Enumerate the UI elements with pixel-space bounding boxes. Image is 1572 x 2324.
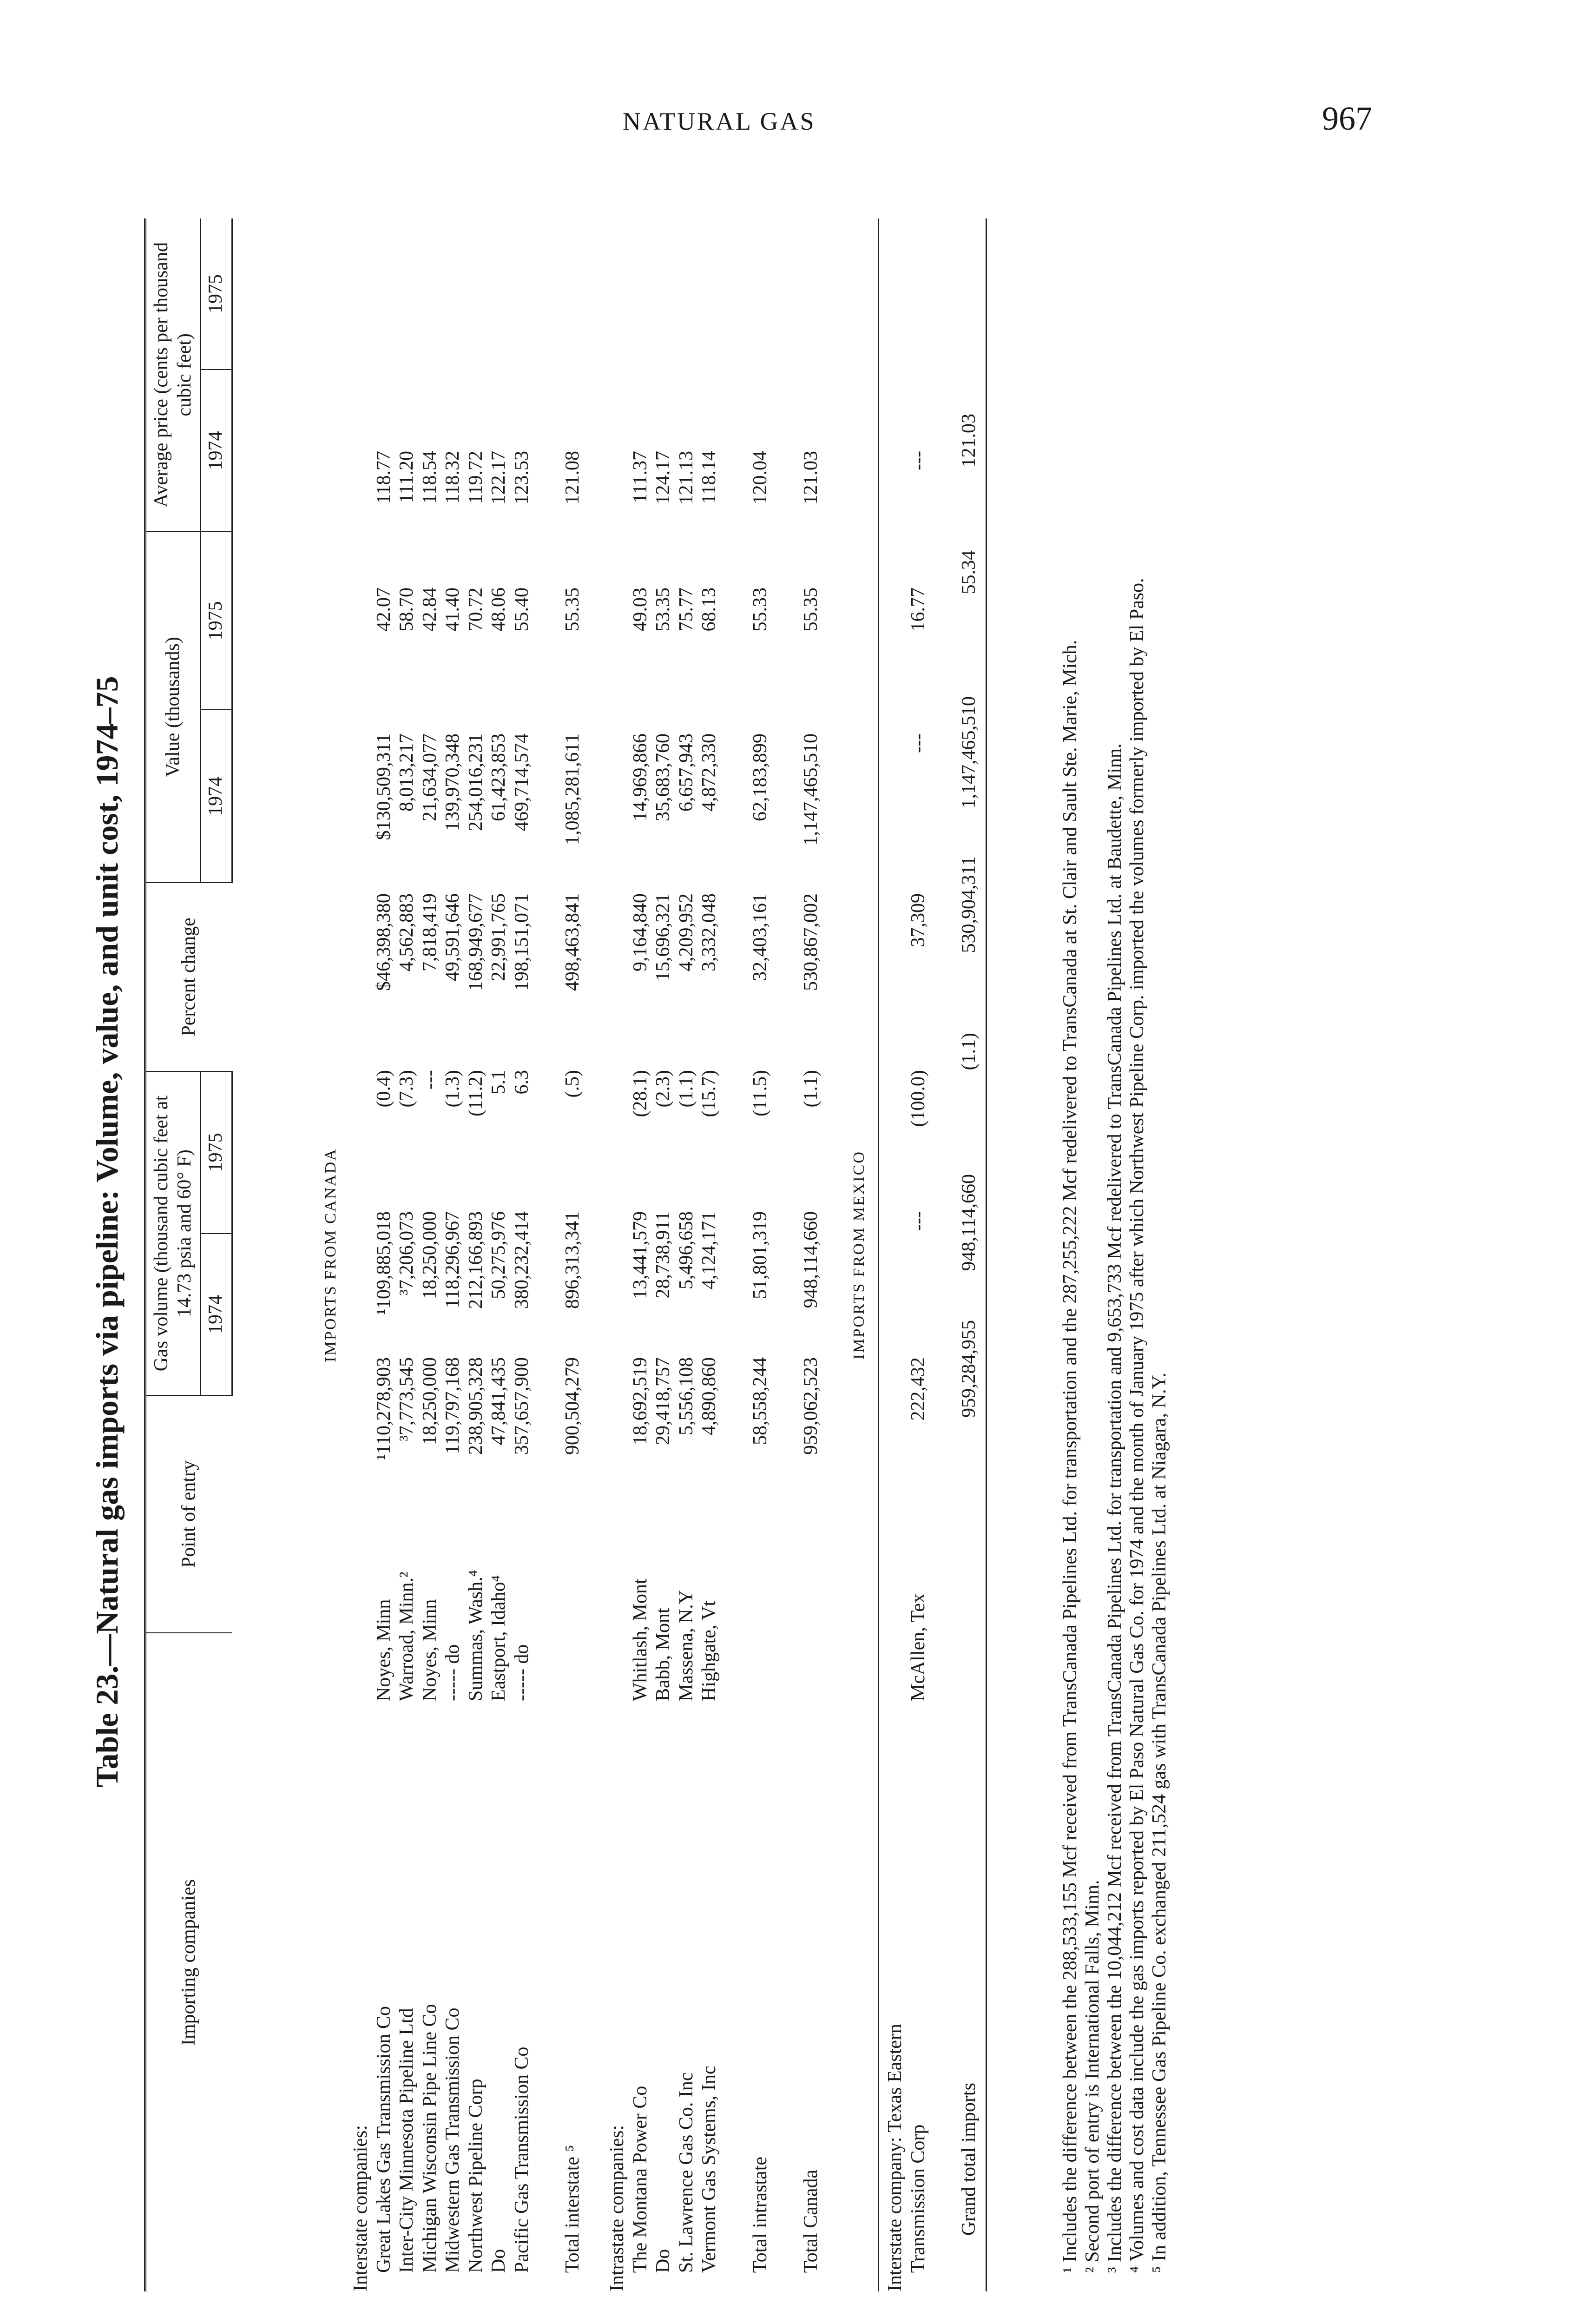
cell-entry: Noyes, Minn [419,1599,441,1701]
cell-entry: ----- do [511,1644,533,1701]
cell-p75: 122.17 [488,451,510,505]
cell-val75: 1,085,281,611 [562,733,584,845]
cell-p75: 123.53 [511,451,533,505]
cell-company: Do [488,2249,510,2273]
cell-p75: 118.77 [373,451,395,504]
cell-entry: ----- do [442,1644,464,1701]
cell-p75: 118.32 [442,451,464,504]
cell-val75: 8,013,217 [396,733,418,812]
cell-val75: 35,683,760 [652,733,674,821]
cell-v75: 948,114,660 [800,1211,822,1308]
table-row [698,218,721,2291]
cell-company: Inter-City Minnesota Pipeline Ltd [396,2008,418,2273]
cell-val75: 14,969,866 [629,733,651,821]
cell-v75: 4,124,171 [698,1211,720,1289]
cell-pct: (1.1) [800,1070,822,1108]
header-percent-change: Percent change [145,883,232,1072]
header-price-1974: 1974 [200,370,232,531]
cell-company: Great Lakes Gas Transmission Co [373,2006,395,2273]
cell-entry: Eastport, Idaho⁴ [488,1575,510,1701]
cell-val75: 6,657,943 [675,733,697,812]
cell-v74: 5,556,108 [675,1357,697,1435]
header-importing-companies: Importing companies [145,1633,232,2291]
cell-val74: 498,463,841 [562,893,584,991]
mexico-row [907,218,930,2291]
cell-entry: Massena, N.Y [675,1590,697,1701]
table-row [419,218,442,2291]
cell-v74: 959,062,523 [800,1357,822,1455]
cell-v74: 357,657,900 [511,1357,533,1455]
cell-val75: 469,714,574 [511,733,533,831]
cell-val74: 7,818,419 [419,893,441,971]
cell-p74: 55.35 [800,588,822,632]
cell-val74: 3,332,048 [698,893,720,971]
cell-pct: (2.3) [652,1070,674,1108]
grand-total-row [958,218,981,2291]
table-row [629,218,652,2291]
cell-p74: 55.35 [562,588,584,632]
intrastate-rows [629,218,721,2291]
header-price-1975: 1975 [200,218,232,370]
group-label-interstate [349,218,373,2291]
divider [878,218,879,2291]
cell-v74: 47,841,435 [488,1357,510,1445]
cell-p75: 120.04 [749,451,771,505]
cell-v74: 4,890,860 [698,1357,720,1435]
cell-pct: 5.1 [488,1070,510,1095]
cell-company: Pacific Gas Transmission Co [511,2047,533,2273]
header-gas-volume: Gas volume (thousand cubic feet at 14.73 psia and 60° F) [145,1071,201,1395]
cell-entry: Summas, Wash.⁴ [465,1570,487,1701]
cell-val74: 4,209,952 [675,893,697,971]
cell-p74: 42.84 [419,588,441,632]
header-point-of-entry: Point of entry [145,1395,232,1633]
cell-entry: Whitlash, Mont [629,1578,651,1701]
cell-v75: 50,275,976 [488,1211,510,1299]
header-average-price: Average price (cents per thousand cubic feet) [145,218,201,532]
cell-v75: 948,114,660 [958,1174,980,1271]
cell-p75: 118.14 [698,451,720,504]
cell-p74: 41.40 [442,588,464,632]
cell-v74: ³7,773,545 [396,1357,418,1441]
header-volume-1974: 1974 [200,1234,232,1395]
cell-company: St. Lawrence Gas Co. Inc [675,2072,697,2273]
cell-v75: --- [907,1211,929,1231]
header-value: Value (thousands) [145,532,201,883]
total-intrastate-row [749,218,772,2291]
table-row [395,218,419,2291]
table-body [316,218,992,2291]
cell-p74: 68.13 [698,588,720,632]
cell-entry: Noyes, Minn [373,1599,395,1701]
cell-company: Do [652,2249,674,2273]
cell-val75: 1,147,465,510 [800,733,822,846]
cell-p75: 119.72 [465,451,487,504]
cell-pct: (15.7) [698,1070,720,1117]
page-number: 967 [1322,100,1372,137]
cell-v74: 238,905,328 [465,1357,487,1455]
cell-v75: 5,496,658 [675,1211,697,1289]
total-canada-row [800,218,823,2291]
cell-v75: 18,250,000 [419,1211,441,1299]
footnote-1: ¹ Includes the difference between the 288,533,155 Mcf received from TransCanada Pipelines Ltd. for transportation and the 287,255,222 Mcf redelivered to TransCanada at St. Clair and Sault Ste. Marie, Mich. [1059,640,1081,2273]
cell-p74: 55.40 [511,588,533,632]
cell-p75: 121.03 [958,414,980,468]
running-head: NATURAL GAS [623,107,816,135]
cell-p74: 70.72 [465,588,487,632]
cell-val74: 4,562,883 [396,893,418,971]
cell-val74: 22,991,765 [488,893,510,981]
cell-val75: 21,634,077 [419,733,441,821]
cell-v74: 18,692,519 [629,1357,651,1445]
total-canada-label: Total Canada [800,2169,822,2273]
table-row [487,218,511,2291]
cell-v74: 18,250,000 [419,1357,441,1445]
total-intrastate-label: Total intrastate [749,2156,771,2273]
cell-val75: 4,872,330 [698,733,720,812]
cell-pct: (1.1) [675,1070,697,1108]
cell-val75: 254,016,231 [465,733,487,831]
header-value-1974: 1974 [200,710,232,883]
cell-company: Midwestern Gas Transmission Co [442,2007,464,2273]
cell-val74: 530,867,002 [800,893,822,991]
mexico-row-line1 [884,218,907,2291]
footnotes [1059,218,1171,2291]
cell-v74: 58,558,244 [749,1357,771,1445]
cell-val74: 198,151,071 [511,893,533,991]
cell-p74: 16.77 [907,588,929,632]
cell-val74: 49,591,646 [442,893,464,981]
cell-pct: (11.2) [465,1070,487,1116]
cell-p74: 42.07 [373,588,395,632]
cell-v74: 222,432 [907,1357,929,1421]
total-interstate-row [561,218,585,2291]
cell-p75: 111.37 [629,451,651,503]
cell-val75: $130,509,311 [373,733,395,840]
cell-entry: Highgate, Vt [698,1600,720,1701]
cell-val74: 168,949,677 [465,893,487,991]
table-row [652,218,675,2291]
cell-p74: 49.03 [629,588,651,632]
mexico-company-line1: Interstate company: Texas Eastern [884,2024,906,2291]
table-row [465,218,488,2291]
cell-p75: --- [907,451,929,470]
cell-v75: ³7,206,073 [396,1211,418,1295]
cell-pct: (100.0) [907,1070,929,1127]
cell-p74: 48.06 [488,588,510,632]
cell-val75: 62,183,899 [749,733,771,821]
cell-v75: 118,296,967 [442,1211,464,1308]
cell-pct: (1.1) [958,1033,980,1070]
total-interstate-label: Total interstate ⁵ [562,2145,584,2273]
mexico-company-line2: Transmission Corp [907,2124,929,2273]
cell-val74: 530,904,311 [958,856,980,953]
table-header [144,218,233,2291]
footnote-4: ⁴ Volumes and cost data include the gas imports reported by El Paso Natural Gas Co. for 1974 and the month of January 1975 after which Northwest Pipeline Corp. imported the volumes formerly imported by El Paso. [1126,578,1148,2273]
cell-p74: 58.70 [396,588,418,632]
cell-p75: 124.17 [652,451,674,505]
cell-v74: 29,418,757 [652,1357,674,1445]
header-volume-1975: 1975 [200,1071,232,1233]
rotated-table-block [88,172,1217,2291]
cell-p74: 75.77 [675,588,697,632]
grand-total-label: Grand total imports [958,2083,980,2236]
cell-p75: 121.03 [800,451,822,505]
cell-pct: (1.3) [442,1070,464,1108]
cell-p75: 121.13 [675,451,697,505]
cell-entry: Warroad, Minn.² [396,1571,418,1701]
cell-v75: 51,801,319 [749,1211,771,1299]
cell-v74: 900,504,279 [562,1357,584,1455]
cell-val75: --- [907,733,929,753]
cell-v75: 896,313,341 [562,1211,584,1309]
cell-pct: (11.5) [749,1070,771,1116]
cell-p75: 121.08 [562,451,584,505]
section-canada: IMPORTS FROM CANADA [322,1148,339,1362]
cell-company: Northwest Pipeline Corp [465,2079,487,2273]
cell-pct: (7.3) [396,1070,418,1108]
cell-pct: 6.3 [511,1070,533,1095]
group-label-intrastate [606,218,629,2291]
cell-company: Michigan Wisconsin Pipe Line Co [419,2004,441,2273]
cell-val74: 9,164,840 [629,893,651,971]
mexico-entry: McAllen, Tex [907,1593,929,1701]
footnote-2: ² Second port of entry is International Falls, Minn. [1081,1880,1103,2273]
header-value-1975: 1975 [200,532,232,710]
cell-v75: 212,166,893 [465,1211,487,1309]
interstate-label: Interstate companies: [350,2125,372,2291]
table-row [511,218,534,2291]
table-title: Table 23.—Natural gas imports via pipeline: Volume, value, and unit cost, 1974–75 [89,676,125,1788]
footnote-3: ³ Includes the difference between the 10,044,212 Mcf received from TransCanada Pipelines Ltd. for transportation and 9,653,733 Mcf redelivered to TransCanada Pipelines Ltd. at Baudette, Minn. [1104,743,1125,2273]
cell-pct: --- [419,1070,441,1089]
cell-company: The Montana Power Co [629,2086,651,2273]
cell-pct: (28.1) [629,1070,651,1117]
cell-v75: 28,738,911 [652,1211,674,1299]
cell-v74: ¹110,278,903 [373,1357,395,1460]
cell-v75: 13,441,579 [629,1211,651,1299]
cell-v75: ¹109,885,018 [373,1211,395,1315]
cell-entry: Babb, Mont [652,1608,674,1701]
cell-pct: (0.4) [373,1070,395,1108]
cell-val74: 15,696,321 [652,893,674,981]
bottom-rule [986,218,987,2291]
cell-v74: 119,797,168 [442,1357,464,1454]
cell-val74: 37,309 [907,893,929,947]
cell-val75: 61,423,853 [488,733,510,821]
cell-v74: 959,284,955 [958,1320,980,1418]
cell-p75: 118.54 [419,451,441,504]
cell-p74: 55.34 [958,550,980,594]
cell-company: Vermont Gas Systems, Inc [698,2066,720,2273]
cell-pct: (.5) [562,1070,584,1098]
cell-val74: 32,403,161 [749,893,771,981]
table-row [675,218,698,2291]
intrastate-label: Intrastate companies: [606,2125,628,2291]
interstate-rows [373,218,534,2291]
cell-val75: 1,147,465,510 [958,696,980,809]
table-row [441,218,465,2291]
cell-p74: 53.35 [652,588,674,632]
cell-val75: 139,970,348 [442,733,464,831]
cell-p75: 111.20 [396,451,418,503]
section-mexico: IMPORTS FROM MEXICO [850,1150,868,1360]
cell-v75: 380,232,414 [511,1211,533,1309]
cell-val74: $46,398,380 [373,893,395,991]
table-row [373,218,396,2291]
cell-p74: 55.33 [749,588,771,632]
footnote-5: ⁵ In addition, Tennessee Gas Pipeline Co. exchanged 211,524 gas with TransCanada Pipelines Ltd. at Niagara, N.Y. [1148,1373,1170,2273]
